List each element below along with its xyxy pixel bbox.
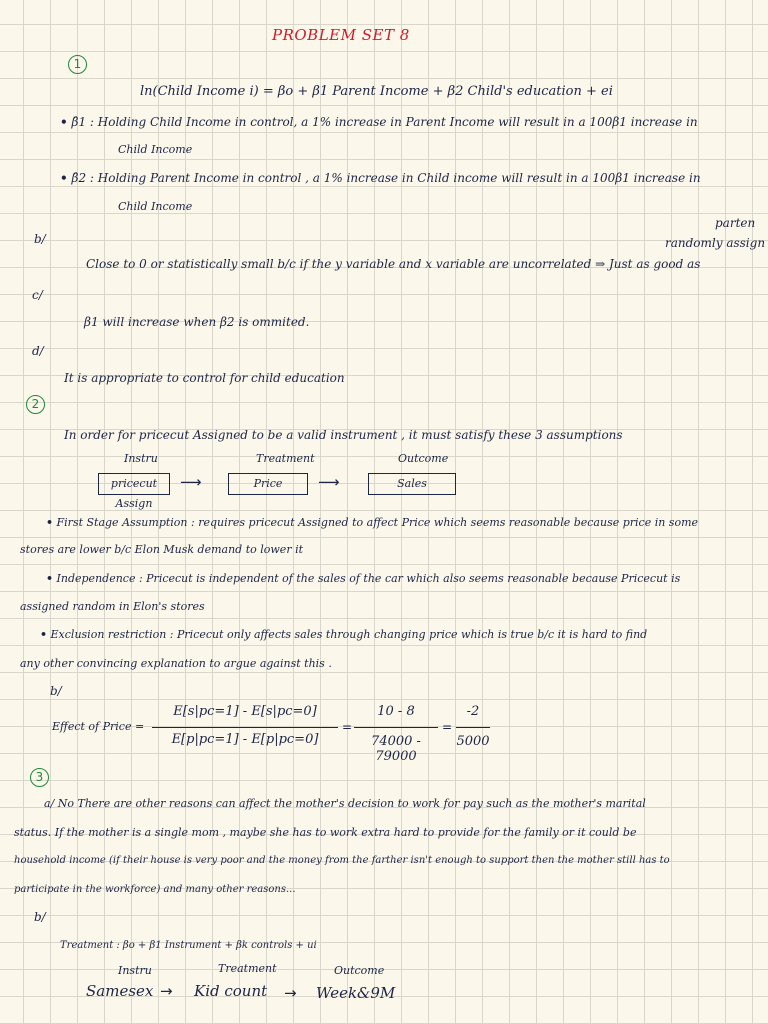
- q1-part-b-text: Close to 0 or statistically small b/c if the y variable and x variable are uncorrelated ⇒ Just as good as: [86, 257, 701, 271]
- q3-label-outcome: Outcome: [334, 964, 385, 977]
- q3-answer-line4: participate in the workforce) and many other reasons...: [14, 884, 296, 895]
- bullet-icon: •: [46, 516, 54, 529]
- q1-beta2-item: [60, 171, 701, 185]
- q3-label-treatment: Treatment: [218, 962, 277, 975]
- q2-instrument-box: pricecut Assign: [98, 473, 170, 495]
- independence-text: Independence : Pricecut is independent of the sales of the car which also seems reasonable because Pricecut is: [56, 572, 681, 585]
- question-1-marker: 1: [68, 55, 87, 74]
- page-title: PROBLEM SET 8: [272, 26, 410, 44]
- beta1-text: : Holding Child Income in control, a 1% increase in Parent Income will result in a 100β1 increase in: [89, 115, 698, 129]
- first-stage-text: First Stage Assumption : requires pricecut Assigned to affect Price which seems reasonable because price in some: [56, 516, 699, 529]
- q3-answer-line1: a/ No There are other reasons can affect the mother's decision to work for pay such as the mother's marital: [44, 797, 646, 810]
- q3-node-treatment: Kid count: [194, 982, 268, 1000]
- q2-exclusion: [40, 628, 647, 641]
- fraction1-numerator: E[s|pc=1] - E[s|pc=0]: [173, 704, 317, 719]
- beta2-text: : Holding Parent Income in control , a 1% increase in Child income will result in a 100β1 increase in: [89, 171, 701, 185]
- exclusion-text: Exclusion restriction : Pricecut only affects sales through changing price which is true b/c it is hard to find: [50, 628, 648, 641]
- q1-part-b-note1: parten: [715, 216, 756, 230]
- q3-label-instru: Instru: [118, 964, 152, 977]
- beta1-label: β̂1: [71, 115, 87, 129]
- fraction3-numerator: -2: [466, 704, 480, 719]
- effect-of-price-label: Effect of Price =: [52, 720, 145, 733]
- fraction1-denominator: E[p|pc=1] - E[p|pc=0]: [171, 732, 319, 747]
- arrow-right-icon: ⟶: [318, 473, 340, 491]
- arrow-right-icon: ⟶: [180, 473, 202, 491]
- q1-part-c-label: c/: [32, 288, 43, 302]
- q2-independence: [46, 572, 680, 585]
- fraction3-bar: [456, 727, 490, 728]
- fraction3-denominator: 5000: [456, 734, 490, 749]
- q1-part-d-text: It is appropriate to control for child education: [64, 371, 345, 385]
- q3-part-b-label: b/: [34, 910, 46, 924]
- q2-treatment-box: Price: [228, 473, 308, 495]
- q2-intro: In order for pricecut Assigned to be a valid instrument , it must satisfy these 3 assumptions: [64, 428, 623, 442]
- arrow-right-icon: →: [284, 984, 297, 1002]
- q2-first-stage: [46, 516, 698, 529]
- bullet-icon: •: [40, 628, 48, 641]
- q2-label-treatment: Treatment: [256, 452, 315, 465]
- equals-sign: =: [442, 720, 453, 734]
- q3-answer-line2: status. If the mother is a single mom , maybe she has to work extra hard to provide for the family or it could be: [14, 826, 637, 839]
- fraction2-numerator: 10 - 8: [377, 704, 415, 719]
- q1-part-b-label: b/: [34, 232, 46, 246]
- q2-label-instru: Instru: [124, 452, 158, 465]
- fraction2-bar: [354, 727, 438, 728]
- beta2-label: β̂2: [71, 171, 87, 185]
- exclusion-text-cont: any other convincing explanation to argue against this .: [20, 657, 332, 670]
- question-2-marker: 2: [26, 395, 45, 414]
- q1-beta1-item: [60, 115, 698, 129]
- arrow-right-icon: →: [160, 982, 173, 1000]
- q2-outcome-box: Sales: [368, 473, 456, 495]
- q3-node-outcome: Week&9M: [316, 984, 396, 1002]
- bullet-icon: •: [46, 572, 54, 585]
- q1-part-d-label: d/: [32, 344, 44, 358]
- fraction2-denominator: 74000 - 79000: [371, 734, 421, 764]
- q1-equation: ln(Child Income i) = βo + β1 Parent Income + β2 Child's education + ei: [140, 84, 613, 99]
- fraction1-bar: [152, 727, 338, 728]
- bullet-icon: •: [60, 115, 68, 129]
- independence-text-cont: assigned random in Elon's stores: [20, 600, 205, 613]
- first-stage-text-cont: stores are lower b/c Elon Musk demand to lower it: [20, 543, 304, 556]
- beta2-text-cont: Child Income: [118, 200, 193, 213]
- q3-node-instrument: Samesex: [86, 982, 154, 1000]
- equals-sign: =: [342, 720, 353, 734]
- q3-answer-line3: household income (if their house is very poor and the money from the farther isn't enough to support then the mother still has to: [14, 855, 670, 866]
- q3-treatment-eq: Treatment : βo + β1 Instrument + βk controls + ui: [60, 940, 317, 951]
- q1-part-b-note2: randomly assign: [665, 236, 766, 250]
- bullet-icon: •: [60, 171, 68, 185]
- q2-label-outcome: Outcome: [398, 452, 449, 465]
- beta1-text-cont: Child Income: [118, 143, 193, 156]
- q2-part-b-label: b/: [50, 684, 62, 698]
- q1-part-c-text: β1 will increase when β2 is ommited.: [84, 315, 310, 329]
- question-3-marker: 3: [30, 768, 49, 787]
